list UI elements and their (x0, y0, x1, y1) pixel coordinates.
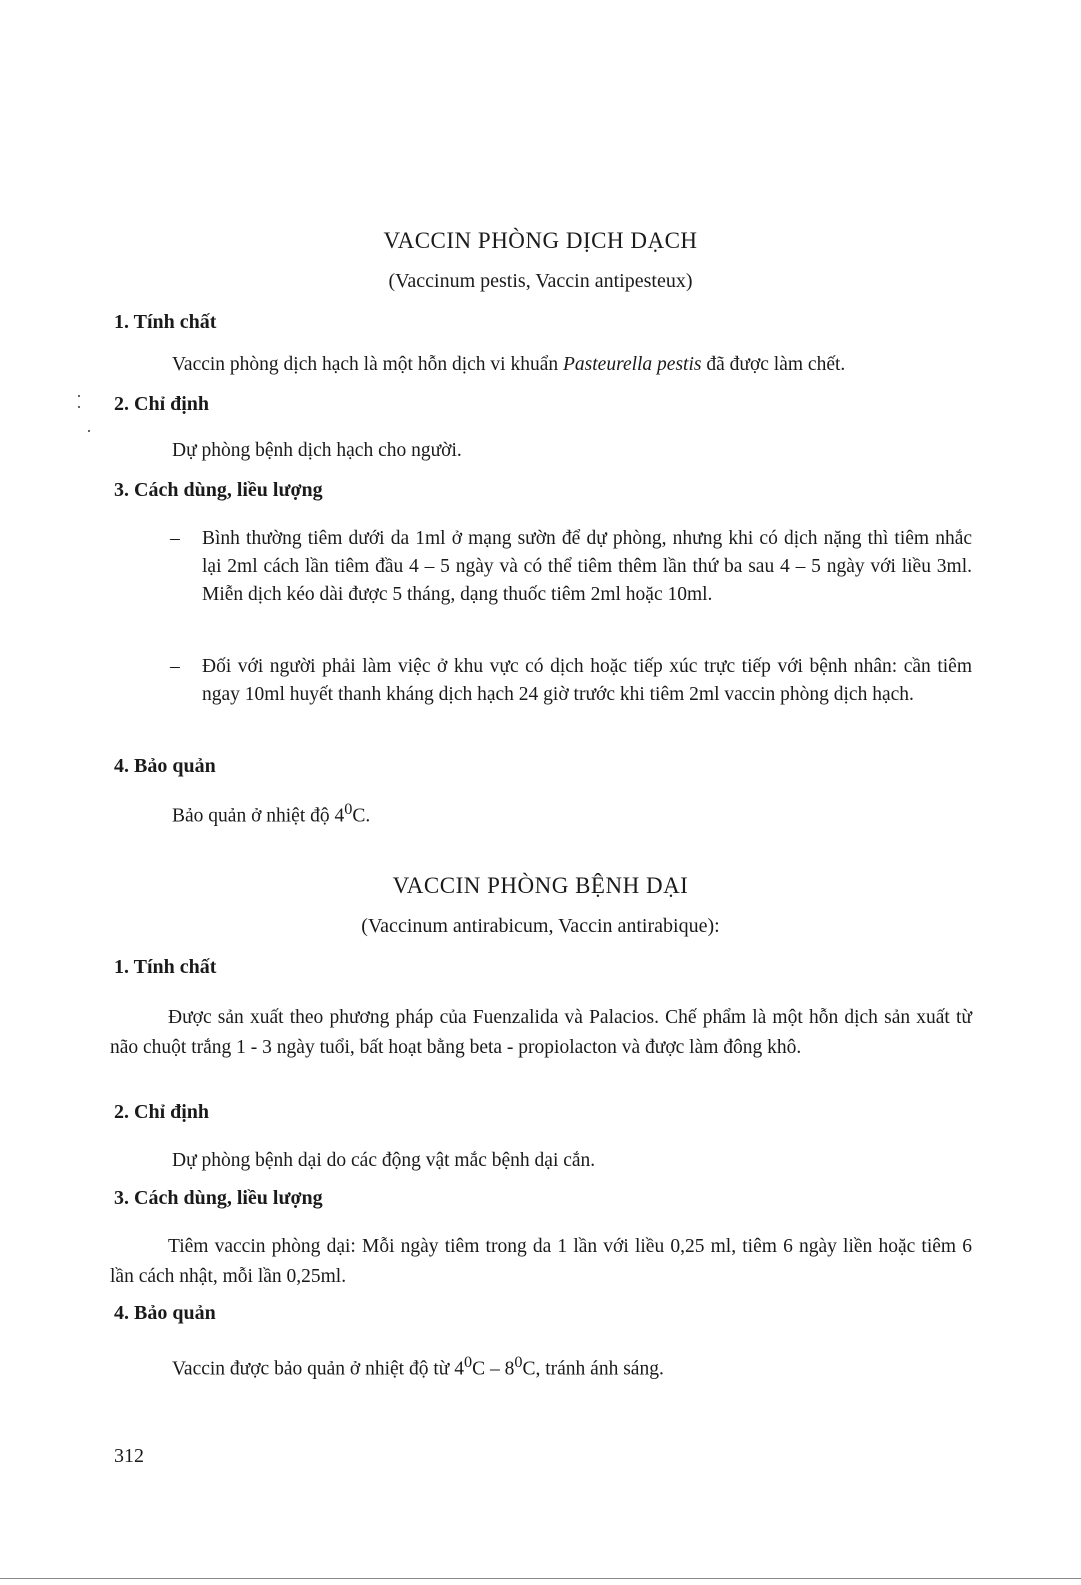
bullet-dash: – (170, 656, 180, 677)
bullet-text: Đối với người phải làm việc ở khu vực có dịch hoặc tiếp xúc trực tiếp với bệnh nhân: cần tiêm ngay 10ml huyết thanh kháng dịch hạch 24 giờ trước khi tiêm 2ml vaccin phòng dịch hạch. (202, 656, 972, 705)
italic-species-name: Pasteurella pestis (563, 354, 702, 375)
text-run: Vaccin phòng dịch hạch là một hỗn dịch vi khuẩn (172, 354, 563, 375)
text-run: C. (352, 805, 371, 827)
text-run: C – 8 (472, 1358, 515, 1380)
text-run: Bảo quản ở nhiệt độ 4 (172, 805, 345, 827)
scan-speck (78, 406, 80, 408)
bullet-text: Bình thường tiêm dưới da 1ml ở mạng sườn để dự phòng, nhưng khi có dịch nặng thì tiêm nhắc lại 2ml cách lần tiêm đầu 4 – 5 ngày và có thể tiêm thêm lần thứ ba sau 4 – 5 ngày với liều 3ml. Miễn dịch kéo dài được 5 tháng, dạng thuốc tiêm 2ml hoặc 10ml. (202, 528, 972, 605)
section1-heading-properties: 1. Tính chất (114, 311, 217, 333)
section2-heading-storage: 4. Bảo quản (114, 1302, 216, 1324)
bullet-dash: – (170, 528, 180, 549)
section2-subtitle: (Vaccinum antirabicum, Vaccin antirabique): (361, 915, 720, 937)
text-run: C, tránh ánh sáng. (522, 1358, 664, 1380)
text-run: Vaccin được bảo quản ở nhiệt độ từ 4 (172, 1358, 464, 1380)
section1-indication-text: Dự phòng bệnh dịch hạch cho người. (172, 440, 462, 461)
section2-indication-text: Dự phòng bệnh dại do các động vật mắc bệnh dại cắn. (172, 1150, 596, 1171)
section1-heading-storage: 4. Bảo quản (114, 755, 216, 777)
section2-properties-text: Được sản xuất theo phương pháp của Fuenzalida và Palacios. Chế phẩm là một hỗn dịch sản xuất từ não chuột trắng 1 - 3 ngày tuổi, bất hoạt bằng beta - propiolacton và được làm đông khô. (110, 1007, 972, 1058)
section2-dosage-text: Tiêm vaccin phòng dại: Mỗi ngày tiêm trong da 1 lần với liều 0,25 ml, tiêm 6 ngày liền hoặc tiêm 6 lần cách nhật, mỗi lần 0,25ml. (110, 1236, 972, 1287)
section1-title: VACCIN PHÒNG DỊCH DẠCH (383, 228, 698, 253)
scan-speck (78, 395, 80, 397)
scan-edge-line (0, 1578, 1081, 1579)
degree-superscript: 0 (344, 800, 353, 818)
section2-heading-indication: 2. Chỉ định (114, 1101, 210, 1123)
section1-subtitle: (Vaccinum pestis, Vaccin antipesteux) (388, 270, 693, 292)
section1-dosage-bullet-2 (170, 653, 972, 709)
section2-heading-properties: 1. Tính chất (114, 956, 217, 978)
section2-heading-dosage: 3. Cách dùng, liều lượng (114, 1187, 323, 1209)
section1-properties-text (172, 350, 972, 380)
degree-superscript: 0 (514, 1353, 523, 1371)
section2-title: VACCIN PHÒNG BỆNH DẠI (392, 873, 689, 898)
section1-heading-indication: 2. Chỉ định (114, 393, 210, 415)
page-number: 312 (114, 1445, 144, 1467)
section1-heading-dosage: 3. Cách dùng, liều lượng (114, 479, 323, 501)
section1-dosage-bullet-1 (170, 525, 972, 609)
text-run: đã được làm chết. (701, 354, 846, 375)
degree-superscript: 0 (463, 1353, 473, 1371)
section1-storage-text (172, 794, 972, 832)
section2-storage-text (172, 1347, 972, 1385)
scan-speck (88, 430, 90, 432)
